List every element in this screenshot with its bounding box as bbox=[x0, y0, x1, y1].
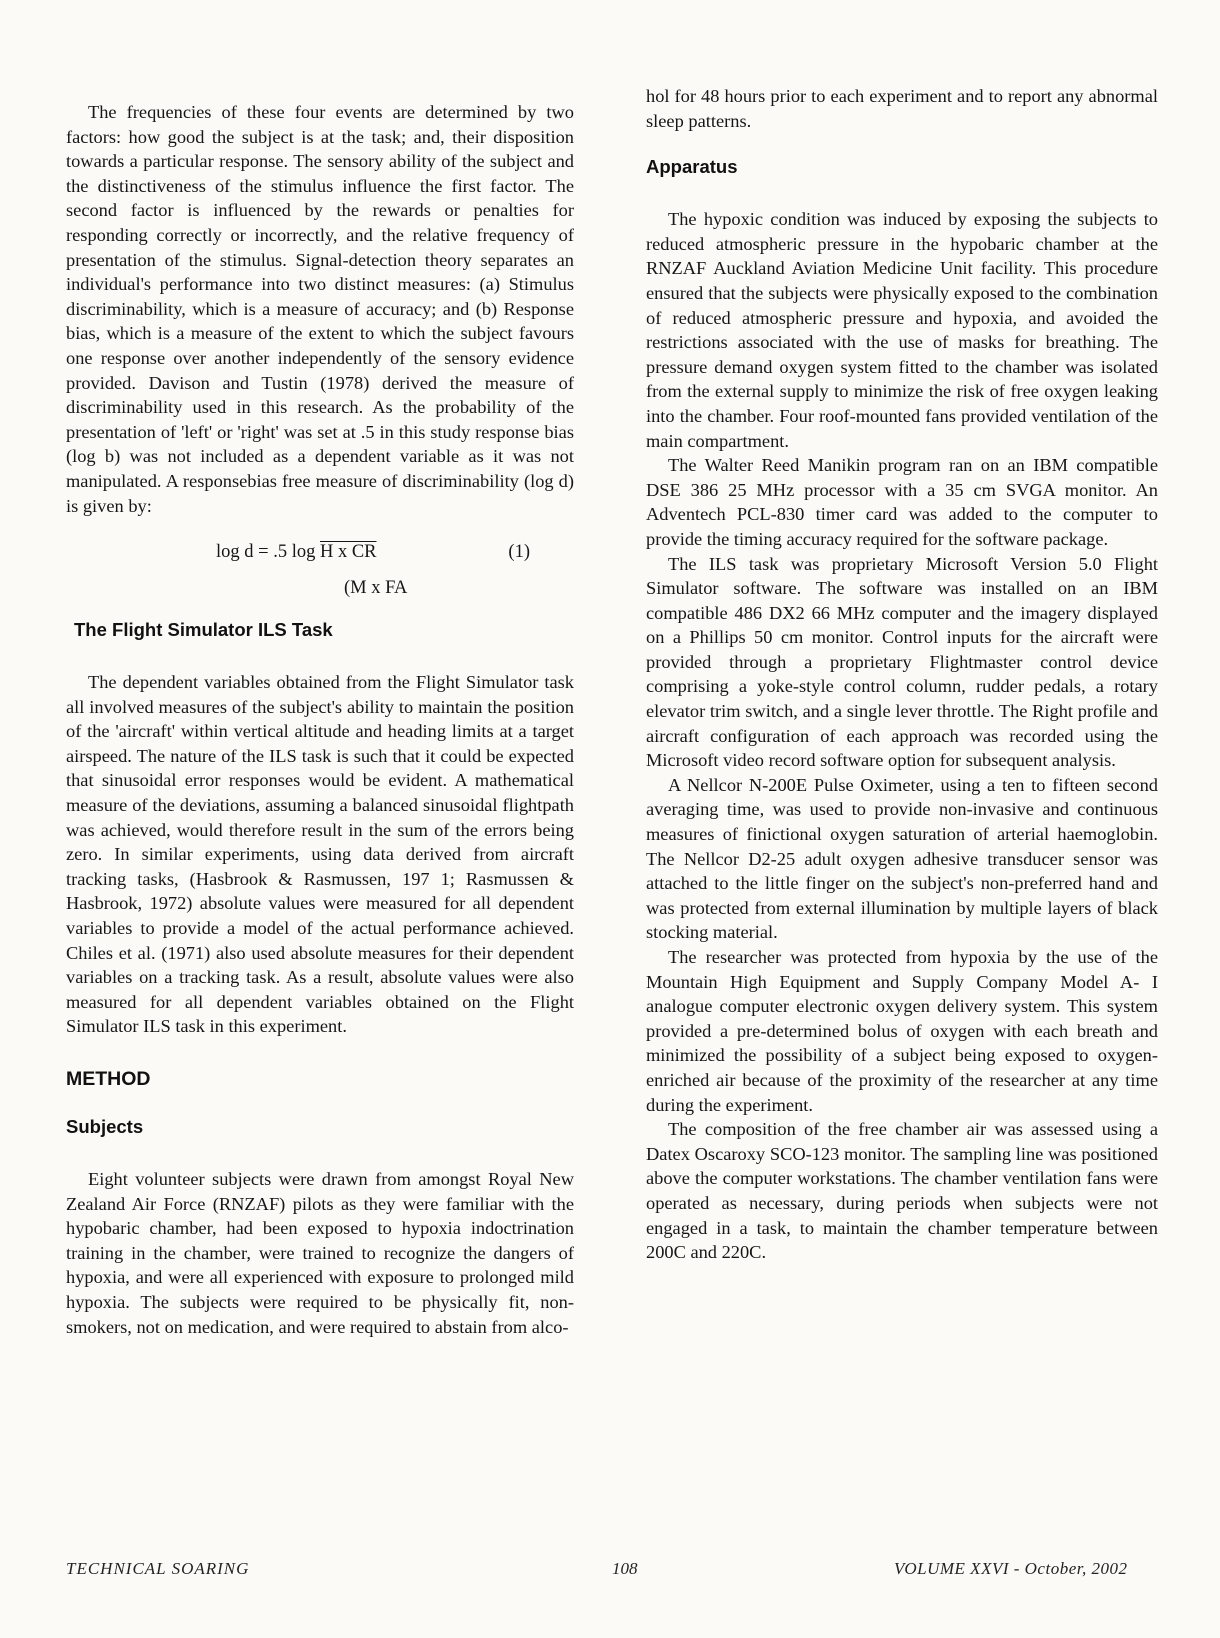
paragraph-subjects: Eight volunteer subjects were drawn from amongst Royal New Zealand Air Force (RNZAF) pilots as they were familiar with the hypobaric chamber, had been exposed to hypoxia indoctrination training in the chamber, were trained to recognize the dangers of hypoxia, and were all experienced with exposure to prolonged mild hypoxia. The subjects were required to be physically fit, non- smokers, not on medication, and were required to abstain from alco- bbox=[66, 1169, 574, 1337]
paragraph-ils-task: The dependent variables obtained from the Flight Simulator task all involved measures of the subject's ability to maintain the position of the 'aircraft' within vertical altitude and heading limits at a target airspeed. The nature of the ILS task is such that it could be expected that sinusoidal error responses would be evident. A mathematical measure of the deviations, assuming a balanced sinusoidal flightpath was achieved, would therefore result in the sum of the errors being zero. In similar experiments, using data derived from aircraft tracking tasks, (Hasbrook & Rasmussen, 197 1; Rasmussen & Hasbrook, 1972) absolute values were measured for all dependent variables to provide a model of the actual performance achieved. Chiles et al. (1971) also used absolute measures for their dependent variables on a tracking task. As a result, absolute values were also measured for all dependent variables obtained on the Flight Simulator ILS task in this experiment. bbox=[66, 672, 574, 1037]
left-column bbox=[66, 84, 574, 1339]
paragraph-researcher-protection: The researcher was protected from hypoxia by the use of the Mountain High Equipment and Supply Company Model A- I analogue computer electronic oxygen delivery system. This system provided a pre-determined bolus of oxygen with each breath and minimized the possibility of a subject being exposed to oxygen-enriched air because of the proximity of the researcher at any time during the experiment. bbox=[646, 947, 1158, 1115]
paragraph-subjects-continued: hol for 48 hours prior to each experiment and to report any abnormal sleep patterns. bbox=[646, 86, 1158, 131]
equation-radical: H x CR bbox=[319, 542, 377, 563]
heading-flight-simulator-ils-task: The Flight Simulator ILS Task bbox=[74, 619, 333, 641]
heading-apparatus: Apparatus bbox=[646, 156, 738, 178]
paragraph-walter-reed: The Walter Reed Manikin program ran on an IBM compatible DSE 386 25 MHz processor with a 35 cm SVGA monitor. An Adventech PCL-830 timer card was added to the computer to provide the timing accuracy required for the software package. bbox=[646, 455, 1158, 549]
footer-volume: VOLUME XXVI - October, 2002 bbox=[894, 1559, 1128, 1578]
paragraph-pulse-oximeter: A Nellcor N-200E Pulse Oximeter, using a ten to fifteen second averaging time, was used to provide non-invasive and continuous measures of finictional oxygen saturation of arterial haemoglobin. The Nellcor D2-25 adult oxygen adhesive transducer sensor was attached to the little finger on the subject's non-preferred hand and was protected from external illumination by multiple layers of black stocking material. bbox=[646, 774, 1158, 943]
heading-subjects: Subjects bbox=[66, 1116, 144, 1137]
equation-denominator: (M x FA bbox=[344, 578, 408, 599]
paragraph-chamber-air: The composition of the free chamber air was assessed using a Datex Oscaroxy SCO-123 monitor. The sampling line was positioned above the computer workstations. The chamber ventilation fans were operated as necessary, during periods when subjects were not engaged in a task, to maintain the chamber temperature between 200C and 220C. bbox=[646, 1119, 1158, 1263]
paragraph-ils-software: The ILS task was proprietary Microsoft Version 5.0 Flight Simulator software. The software was installed on an IBM compatible 486 DX2 66 MHz computer and the imagery displayed on a Phillips 50 cm monitor. Control inputs for the aircraft were provided through a proprietary Flightmaster control device comprising a yoke-style control column, rudder pedals, a rotary elevator trim switch, and a single lever throttle. The Right profile and aircraft configuration of each approach was recorded using the Microsoft video record software option for subsequent analysis. bbox=[646, 553, 1158, 771]
heading-method: METHOD bbox=[66, 1068, 151, 1090]
paragraph-signal-detection: The frequencies of these four events are determined by two factors: how good the subject is at the task; and, their disposition towards a particular response. The sensory ability of the subject and the distinctiveness of the stimulus influence the first factor. The second factor is influenced by the rewards or penalties for responding correctly or incorrectly, and the relative frequency of presentation of the stimulus. Signal-detection theory separates an individual's performance into two distinct measures: (a) Stimulus discriminability, which is a measure of accuracy; and (b) Response bias, which is a measure of the extent to which the subject favours one response over another independently of the sensory evidence provided. Davison and Tustin (1978) derived the measure of discriminability used in this research. As the probability of the presentation of 'left' or 'right' was set at .5 in this study response bias (log b) was not included as a dependent variable as it was not manipulated. A responsebias free measure of discriminability (log d) is given by: bbox=[66, 102, 574, 516]
equation-lhs: log d = .5 log H x CR bbox=[216, 542, 377, 563]
equation-log-d bbox=[66, 538, 574, 610]
paragraph-hypoxic-condition: The hypoxic condition was induced by exposing the subjects to reduced atmospheric pressure in the hypobaric chamber at the RNZAF Auckland Aviation Medicine Unit facility. This procedure ensured that the subjects were physically exposed to the combination of reduced atmospheric pressure and hypoxia, and avoided the restrictions associated with the use of masks for breathing. The pressure demand oxygen system fitted to the chamber was isolated from the external supply to minimize the risk of free oxygen leaking into the chamber. Four roof-mounted fans provided ventilation of the main compartment. bbox=[646, 209, 1158, 451]
footer-page-number: 108 bbox=[612, 1559, 638, 1578]
equation-number: (1) bbox=[508, 542, 530, 563]
right-column bbox=[646, 84, 1158, 1265]
footer-journal-title: TECHNICAL SOARING bbox=[66, 1559, 250, 1578]
